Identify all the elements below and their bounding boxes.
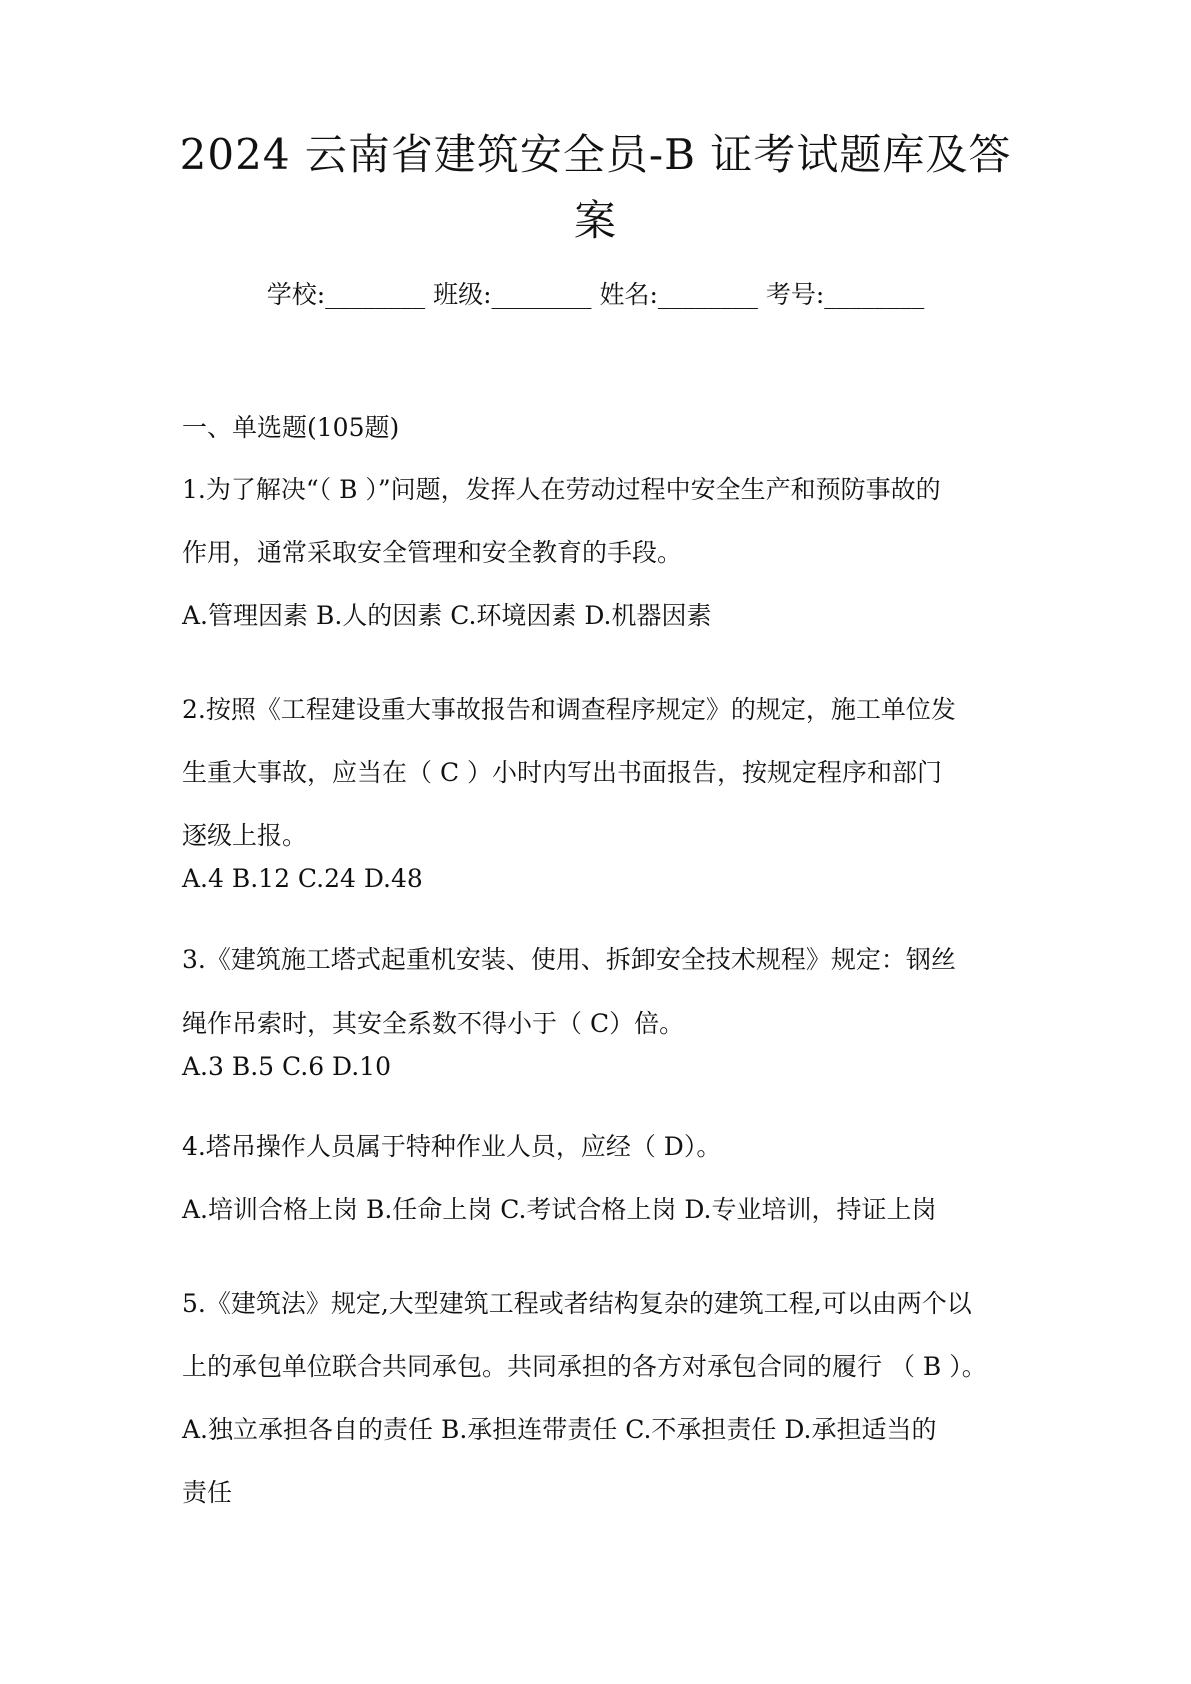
question-1-line-2: 作用，通常采取安全管理和安全教育的手段。 (182, 538, 683, 567)
question-4-line-1: 4.塔吊操作人员属于特种作业人员，应经（ D）。 (182, 1132, 722, 1161)
question-5-options-line-2: 责任 (182, 1478, 233, 1507)
title-line-2: 案 (573, 196, 617, 245)
question-2-line-2: 生重大事故，应当在（ C ）小时内写出书面报告，按规定程序和部门 (182, 758, 943, 787)
question-3-line-2: 绳作吊索时，其安全系数不得小于（ C）倍。 (182, 1009, 685, 1038)
question-1-line-1: 1.为了解决“（ B ）”问题，发挥人在劳动过程中安全生产和预防事故的 (182, 475, 941, 504)
question-4-options: A.培训合格上岗 B.任命上岗 C.考试合格上岗 D.专业培训，持证上岗 (182, 1195, 937, 1224)
document-title (150, 122, 1041, 254)
question-2-options: A.4 B.12 C.24 D.48 (182, 864, 423, 893)
question-2-line-3: 逐级上报。 (182, 821, 308, 850)
question-5-options-line-1: A.独立承担各自的责任 B.承担连带责任 C.不承担责任 D.承担适当的 (182, 1415, 937, 1444)
section-heading: 一、单选题(105题) (182, 413, 400, 442)
question-1-options: A.管理因素 B.人的因素 C.环境因素 D.机器因素 (182, 601, 712, 630)
question-3-options: A.3 B.5 C.6 D.10 (182, 1052, 391, 1081)
question-3-line-1: 3.《建筑施工塔式起重机安装、使用、拆卸安全技术规程》规定：钢丝 (182, 945, 956, 974)
question-2-line-1: 2.按照《工程建设重大事故报告和调查程序规定》的规定，施工单位发 (182, 695, 956, 724)
question-5-line-1: 5.《建筑法》规定,大型建筑工程或者结构复杂的建筑工程,可以由两个以 (182, 1289, 972, 1318)
title-line-1: 2024 云南省建筑安全员-B 证考试题库及答 (179, 130, 1012, 179)
question-5-line-2: 上的承包单位联合共同承包。共同承担的各方对承包合同的履行 （ B ）。 (182, 1352, 987, 1381)
student-info-line: 学校:________ 班级:________ 姓名:________ 考号:________ (266, 280, 925, 309)
